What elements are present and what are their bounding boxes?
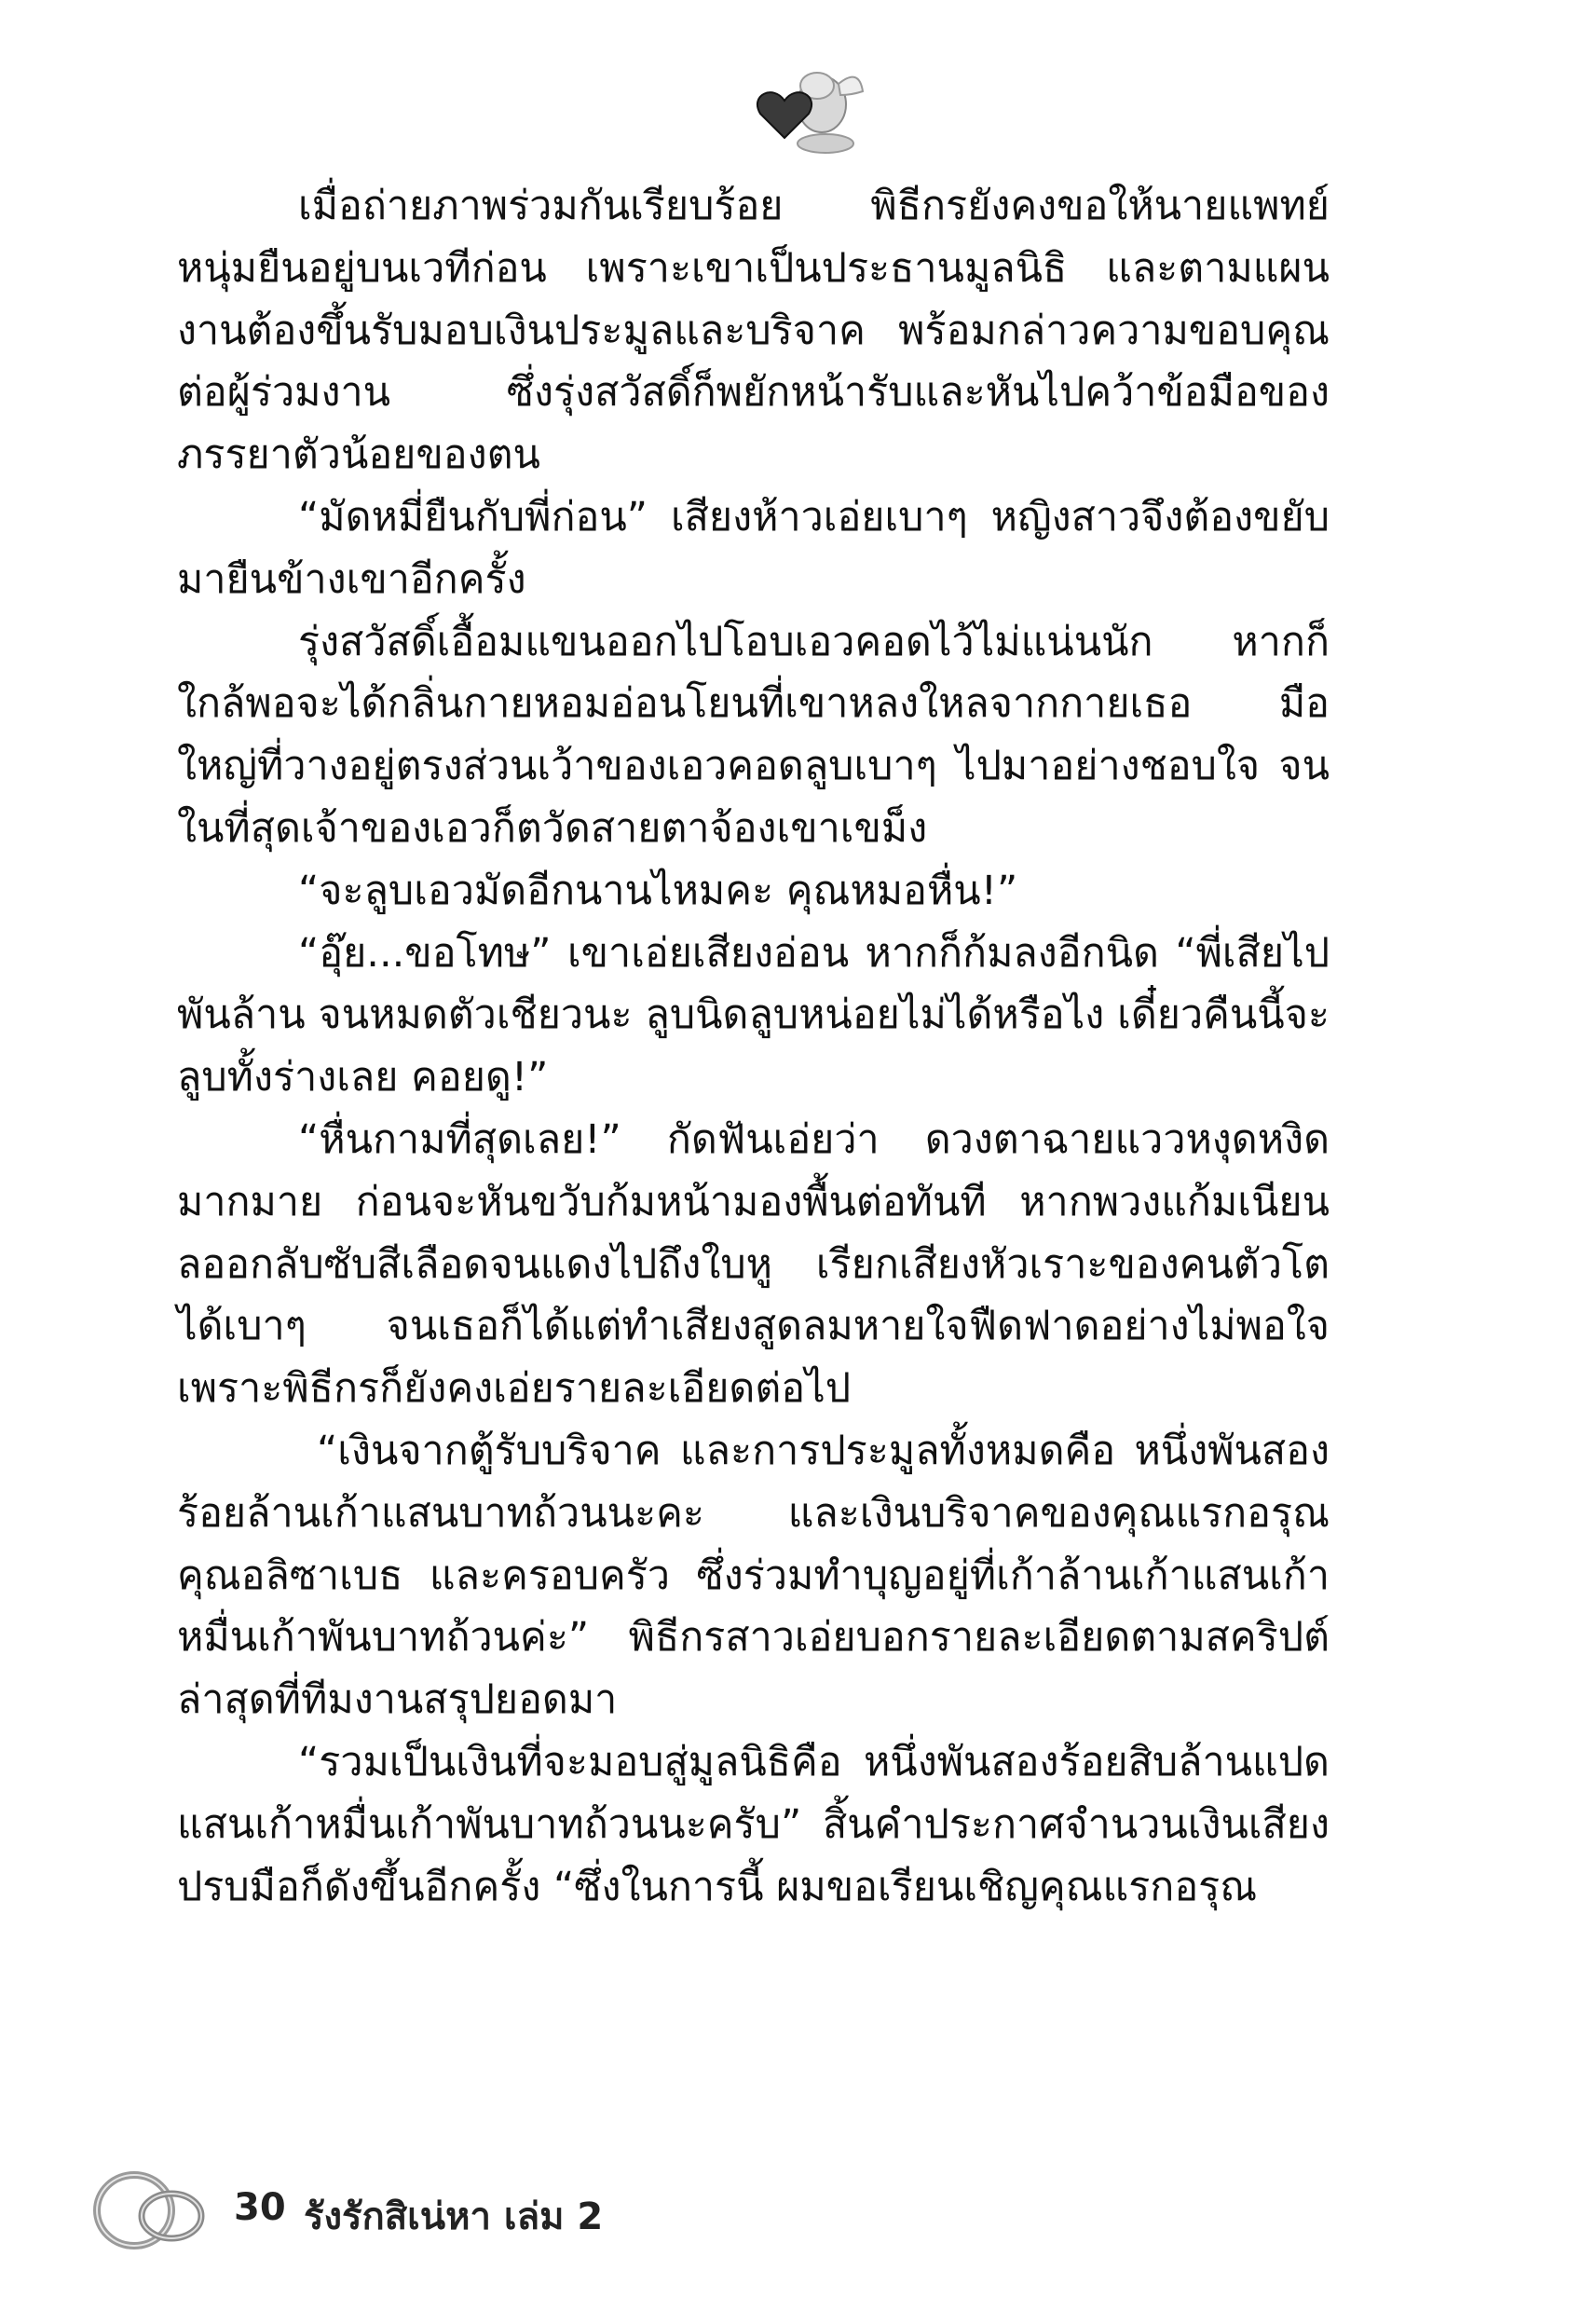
book-title: รังรักสิเน่หา เล่ม 2 — [304, 2195, 604, 2238]
paragraph: “เงินจากตู้รับบริจาค และการประมูลทั้งหมดคือ หนึ่งพันสองร้อยล้านเก้าแสนบาทถ้วนนะคะ และเงินบริจาคของคุณแรกอรุณ คุณอลิซาเบธ และครอบครัว ซึ่งร่วมทำบุญอยู่ที่เก้าล้านเก้าแสนเก้าหมื่นเก้าพันบาทถ้วนค่ะ” พิธีกรสาวเอ่ยบอกรายละเอียดตามสคริปต์ล่าสุดที่ทีมงานสรุปยอดมา — [177, 1427, 1330, 1724]
paragraph: “จะลูบเอวมัดอีกนานไหมคะ คุณหมอหื่น!” — [298, 867, 1018, 914]
cherub-with-heart-icon — [729, 58, 868, 160]
paragraph: รุ่งสวัสดิ์เอื้อมแขนออกไปโอบเอวคอดไว้ไม่แน่นนัก หากก็ใกล้พอจะได้กลิ่นกายหอมอ่อนโยนที่เขาหลงใหลจากกายเธอ มือใหญ่ที่วางอยู่ตรงส่วนเว้าของเอวคอดลูบเบาๆ ไปมาอย่างชอบใจ จนในที่สุดเจ้าของเอวก็ตวัดสายตาจ้องเขาเขม็ง — [177, 618, 1330, 852]
paragraph: “รวมเป็นเงินที่จะมอบสู่มูลนิธิคือ หนึ่งพันสองร้อยสิบล้านแปดแสนเก้าหมื่นเก้าพันบาทถ้วนนะครับ” สิ้นคำประกาศจำนวนเงินเสียงปรบมือก็ดังขึ้นอีกครั้ง “ซึ่งในการนี้ ผมขอเรียนเชิญคุณแรกอรุณ — [177, 1738, 1330, 1910]
wedding-rings-icon — [89, 2164, 229, 2257]
paragraph: “หื่นกามที่สุดเลย!” กัดฟันเอ่ยว่า ดวงตาฉายแววหงุดหงิดมากมาย ก่อนจะหันขวับก้มหน้ามองพื้นต่อทันที หากพวงแก้มเนียนลออกลับซับสีเลือดจนแดงไปถึงใบหู เรียกเสียงหัวเราะของคนตัวโตได้เบาๆ จนเธอก็ได้แต่ทำเสียงสูดลมหายใจฟืดฟาดอย่างไม่พอใจ เพราะพิธีกรก็ยังคงเอ่ยรายละเอียดต่อไป — [177, 1115, 1330, 1413]
page-footer — [89, 2164, 835, 2257]
body-text — [177, 175, 1330, 1918]
paragraph: “มัดหมี่ยืนกับพี่ก่อน” เสียงห้าวเอ่ยเบาๆ หญิงสาวจึงต้องขยับมายืนข้างเขาอีกครั้ง — [177, 493, 1330, 603]
paragraph: “อุ๊ย...ขอโทษ” เขาเอ่ยเสียงอ่อน หากก็ก้มลงอีกนิด “พี่เสียไปพันล้าน จนหมดตัวเชียวนะ ลูบนิดลูบหน่อยไม่ได้หรือไง เดี๋ยวคืนนี้จะลูบทั้งร่างเลย คอยดู!” — [177, 929, 1330, 1101]
page-number: 30 — [234, 2186, 286, 2229]
paragraph: เมื่อถ่ายภาพร่วมกันเรียบร้อย พิธีกรยังคงขอให้นายแพทย์หนุ่มยืนอยู่บนเวทีก่อน เพราะเขาเป็นประธานมูลนิธิ และตามแผนงานต้องขึ้นรับมอบเงินประมูลและบริจาค พร้อมกล่าวความขอบคุณต่อผู้ร่วมงาน ซึ่งรุ่งสวัสดิ์ก็พยักหน้ารับและหันไปคว้าข้อมือของภรรยาตัวน้อยของตน — [177, 183, 1330, 479]
